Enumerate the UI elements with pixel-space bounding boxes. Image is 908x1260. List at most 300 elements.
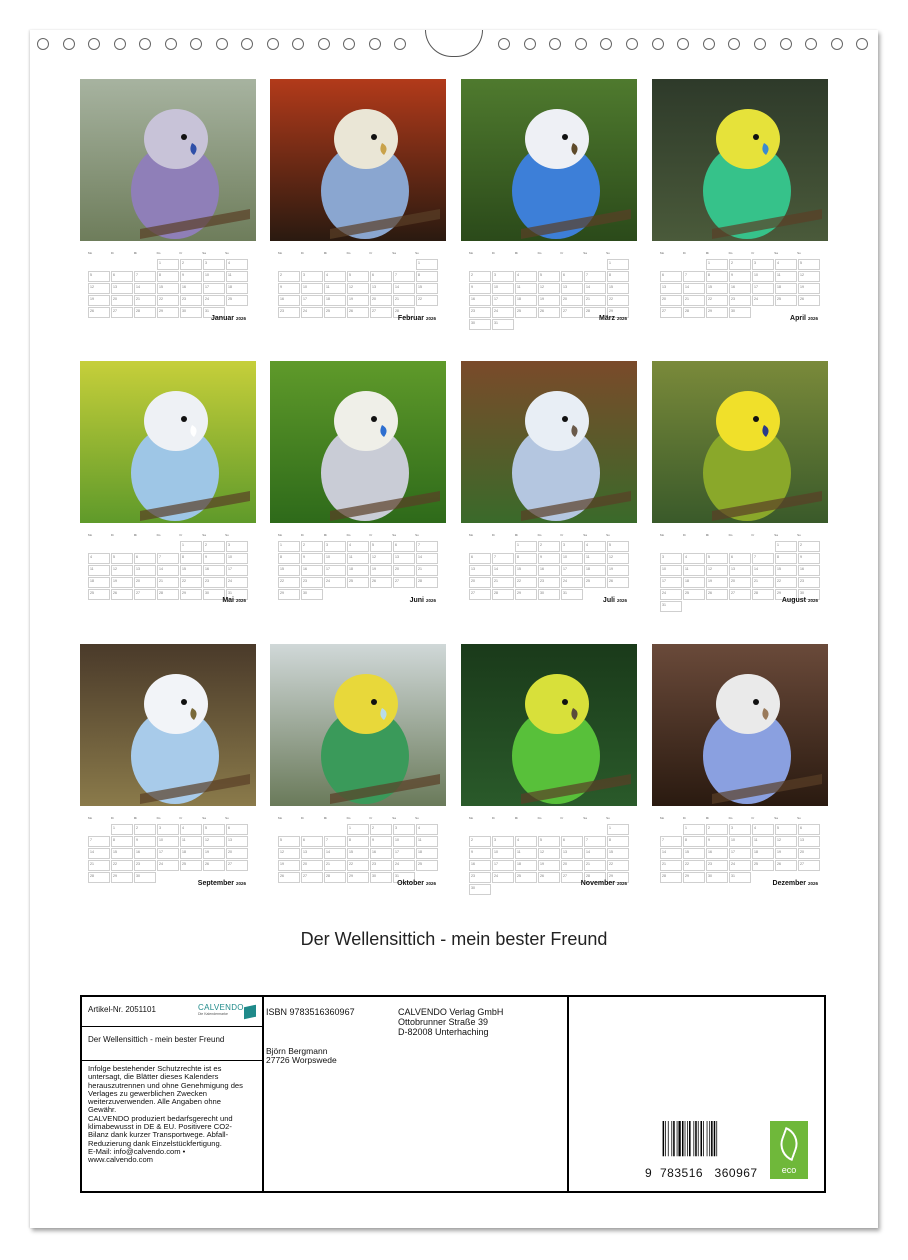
day-cell: 5	[706, 553, 728, 564]
day-cell: 24	[157, 860, 179, 871]
month-photo	[80, 79, 256, 241]
day-cell: 24	[729, 860, 751, 871]
day-cell: 21	[88, 860, 110, 871]
day-cell: 13	[111, 283, 133, 294]
month-photo	[461, 644, 637, 806]
day-cell: 9	[469, 848, 491, 859]
month-year: 2026	[425, 316, 436, 321]
weekday-label: Di	[682, 251, 686, 255]
day-cell: 31	[492, 319, 514, 330]
binding-hole	[831, 38, 843, 50]
day-cell: 19	[88, 295, 110, 306]
day-cell: 31	[561, 589, 583, 600]
weekday-label: Di	[491, 816, 495, 820]
binding-hole	[165, 38, 177, 50]
binding-hole	[318, 38, 330, 50]
day-cell: 5	[538, 271, 560, 282]
weekday-label: Do	[728, 251, 733, 255]
day-cell: 17	[203, 283, 225, 294]
weekday-label: Do	[537, 533, 542, 537]
day-cell: 21	[584, 860, 606, 871]
day-cell: 27	[729, 589, 751, 600]
day-cell: 27	[798, 860, 820, 871]
day-cell: 17	[301, 295, 323, 306]
day-cell: 16	[706, 848, 728, 859]
day-cell: 23	[729, 295, 751, 306]
day-cell: 21	[683, 295, 705, 306]
weekday-label: Fr	[751, 816, 755, 820]
day-cell: 24	[301, 307, 323, 318]
day-cell: 28	[157, 589, 179, 600]
weekday-label: Sa	[583, 816, 587, 820]
empty-day-cell	[324, 824, 346, 835]
article-number: Artikel-Nr. 2051101	[88, 1005, 156, 1014]
day-cell: 27	[111, 307, 133, 318]
day-cell: 13	[798, 836, 820, 847]
month-day-grid	[88, 816, 248, 883]
month-name: Juni	[409, 597, 424, 604]
month-year: 2026	[425, 881, 436, 886]
month-year: 2026	[807, 881, 818, 886]
day-cell: 2	[301, 541, 323, 552]
day-cell: 9	[278, 283, 300, 294]
empty-day-cell	[324, 259, 346, 270]
month-photo	[80, 361, 256, 523]
day-cell: 8	[515, 553, 537, 564]
day-cell: 26	[607, 577, 629, 588]
weekday-label: Mi	[323, 816, 327, 820]
day-cell: 16	[370, 848, 392, 859]
day-cell: 25	[752, 860, 774, 871]
day-cell: 12	[538, 283, 560, 294]
empty-day-cell	[278, 259, 300, 270]
day-cell: 7	[416, 541, 438, 552]
day-cell: 1	[278, 541, 300, 552]
day-cell: 27	[226, 860, 248, 871]
day-cell: 9	[203, 553, 225, 564]
day-cell: 9	[134, 836, 156, 847]
day-cell: 30	[469, 319, 491, 330]
day-cell: 14	[416, 553, 438, 564]
day-cell: 27	[301, 872, 323, 883]
weekday-label: Do	[728, 533, 733, 537]
barcode-number	[645, 1166, 758, 1180]
legal-line: Verlages zu gewerblichen Zwecken	[88, 1088, 208, 1098]
day-cell: 25	[88, 589, 110, 600]
day-cell: 22	[683, 860, 705, 871]
day-cell: 8	[180, 553, 202, 564]
legal-line: CALVENDO produziert bedarfsgerecht und	[88, 1113, 233, 1123]
day-cell: 7	[752, 553, 774, 564]
weekday-label: Mi	[323, 533, 327, 537]
legal-line: untersagt, die Blätter dieses Kalenders	[88, 1072, 219, 1082]
day-cell: 20	[798, 848, 820, 859]
day-cell: 4	[683, 553, 705, 564]
weekday-header	[469, 251, 629, 259]
day-cells	[88, 259, 248, 318]
binding-hole	[37, 38, 49, 50]
month-name: August	[781, 597, 806, 604]
weekday-label: Sa	[202, 816, 206, 820]
day-cell: 2	[370, 824, 392, 835]
month-year: 2026	[235, 881, 246, 886]
month-day-grid	[278, 251, 438, 318]
day-cell: 9	[301, 553, 323, 564]
empty-day-cell	[370, 259, 392, 270]
day-cell: 25	[775, 295, 797, 306]
day-cell: 22	[278, 577, 300, 588]
day-cell: 13	[561, 848, 583, 859]
month-label	[581, 880, 627, 887]
month-label	[211, 315, 246, 322]
day-cell: 28	[492, 589, 514, 600]
day-cell: 7	[660, 836, 682, 847]
barcode-digits: 783516 360967	[660, 1166, 758, 1180]
month-label	[782, 597, 818, 604]
day-cell: 19	[278, 860, 300, 871]
day-cell: 20	[469, 577, 491, 588]
month-photo	[652, 361, 828, 523]
day-cell: 1	[775, 541, 797, 552]
day-cell: 29	[607, 307, 629, 318]
day-cell: 13	[301, 848, 323, 859]
weekday-label: Fr	[369, 533, 373, 537]
day-cell: 10	[561, 553, 583, 564]
month-name: Oktober	[397, 880, 424, 887]
day-cell: 3	[492, 271, 514, 282]
day-cell: 8	[607, 271, 629, 282]
day-cell: 5	[111, 553, 133, 564]
day-cell: 6	[798, 824, 820, 835]
day-cells	[278, 824, 438, 883]
month-photo	[270, 361, 446, 523]
binding-hole	[626, 38, 638, 50]
logo-tagline: Die Kalendermarke	[198, 1012, 228, 1016]
month-year: 2026	[235, 316, 246, 321]
day-cell: 10	[157, 836, 179, 847]
day-cell: 28	[752, 589, 774, 600]
day-cell: 12	[370, 553, 392, 564]
day-cell: 28	[88, 872, 110, 883]
weekday-label: Fr	[179, 816, 183, 820]
day-cell: 18	[515, 860, 537, 871]
empty-day-cell	[469, 259, 491, 270]
day-cell: 10	[301, 283, 323, 294]
weekday-label: Sa	[202, 533, 206, 537]
day-cell: 18	[180, 848, 202, 859]
weekday-label: Fr	[560, 533, 564, 537]
day-cell: 8	[775, 553, 797, 564]
day-cell: 16	[469, 295, 491, 306]
empty-day-cell	[752, 541, 774, 552]
day-cell: 7	[88, 836, 110, 847]
day-cell: 20	[226, 848, 248, 859]
day-cell: 9	[706, 836, 728, 847]
day-cell: 20	[561, 860, 583, 871]
day-cell: 13	[729, 565, 751, 576]
day-cell: 26	[538, 872, 560, 883]
month-name: Februar	[397, 315, 424, 322]
weekday-label: Fr	[751, 533, 755, 537]
month-name: April	[790, 315, 806, 322]
day-cell: 23	[180, 295, 202, 306]
weekday-label: Sa	[392, 251, 396, 255]
empty-day-cell	[660, 541, 682, 552]
day-cell: 9	[798, 553, 820, 564]
day-cell: 4	[775, 259, 797, 270]
binding-hole	[394, 38, 406, 50]
day-cell: 5	[798, 259, 820, 270]
day-cell: 24	[752, 295, 774, 306]
day-cell: 13	[561, 283, 583, 294]
weekday-label: Mo	[278, 816, 283, 820]
day-cell: 24	[393, 860, 415, 871]
day-cell: 26	[538, 307, 560, 318]
day-cells	[278, 259, 438, 318]
month-year: 2026	[807, 316, 818, 321]
binding-hole	[114, 38, 126, 50]
day-cell: 6	[469, 553, 491, 564]
weekday-label: Do	[346, 816, 351, 820]
day-cell: 17	[492, 295, 514, 306]
day-cell: 21	[660, 860, 682, 871]
day-cell: 30	[538, 589, 560, 600]
day-cell: 25	[515, 872, 537, 883]
weekday-label: Sa	[392, 533, 396, 537]
day-cell: 7	[393, 271, 415, 282]
day-cell: 22	[515, 577, 537, 588]
weekday-label: Mi	[705, 533, 709, 537]
weekday-label: Mi	[514, 533, 518, 537]
legal-line: Infolge bestehender Schutzrechte ist es	[88, 1064, 222, 1073]
month-day-grid	[660, 251, 820, 318]
day-cell: 17	[324, 565, 346, 576]
day-cell: 26	[203, 860, 225, 871]
day-cell: 7	[492, 553, 514, 564]
day-cell: 8	[416, 271, 438, 282]
day-cell: 1	[607, 824, 629, 835]
month-day-grid	[278, 533, 438, 600]
day-cell: 26	[370, 577, 392, 588]
day-cell: 25	[180, 860, 202, 871]
weekday-label: Fr	[369, 816, 373, 820]
day-cell: 9	[729, 271, 751, 282]
empty-day-cell	[134, 541, 156, 552]
empty-day-cell	[660, 824, 682, 835]
weekday-label: Fr	[179, 251, 183, 255]
day-cell: 6	[561, 271, 583, 282]
weekday-label: Do	[537, 251, 542, 255]
day-cell: 5	[775, 824, 797, 835]
day-cell: 2	[203, 541, 225, 552]
day-cell: 12	[607, 553, 629, 564]
day-cell: 15	[111, 848, 133, 859]
day-cell: 23	[278, 307, 300, 318]
day-cell: 6	[134, 553, 156, 564]
weekday-label: So	[606, 816, 610, 820]
day-cell: 6	[370, 271, 392, 282]
day-cell: 15	[416, 283, 438, 294]
barcode-icon	[652, 1121, 746, 1167]
day-cell: 20	[660, 295, 682, 306]
empty-day-cell	[683, 259, 705, 270]
month-year: 2026	[616, 316, 627, 321]
day-cell: 11	[515, 283, 537, 294]
day-cell: 22	[706, 295, 728, 306]
day-cell: 17	[393, 848, 415, 859]
day-cell: 28	[416, 577, 438, 588]
day-cell: 10	[752, 271, 774, 282]
day-cell: 19	[775, 848, 797, 859]
day-cell: 23	[469, 307, 491, 318]
weekday-label: Do	[156, 251, 161, 255]
day-cell: 30	[301, 589, 323, 600]
weekday-label: Mi	[133, 816, 137, 820]
weekday-label: Do	[346, 533, 351, 537]
day-cell: 11	[226, 271, 248, 282]
day-cell: 15	[683, 848, 705, 859]
day-cell: 18	[226, 283, 248, 294]
day-cell: 4	[416, 824, 438, 835]
day-cell: 29	[180, 589, 202, 600]
day-cell: 6	[393, 541, 415, 552]
weekday-label: Mi	[705, 816, 709, 820]
day-cell: 6	[561, 836, 583, 847]
day-cell: 18	[347, 565, 369, 576]
month-label	[398, 315, 436, 322]
day-cell: 2	[278, 271, 300, 282]
day-cell: 19	[347, 295, 369, 306]
day-cell: 5	[203, 824, 225, 835]
month-photo	[652, 644, 828, 806]
day-cell: 19	[607, 565, 629, 576]
day-cell: 1	[157, 259, 179, 270]
day-cell: 29	[775, 589, 797, 600]
weekday-label: Do	[156, 816, 161, 820]
day-cell: 6	[226, 824, 248, 835]
day-cell: 10	[660, 565, 682, 576]
day-cell: 20	[393, 565, 415, 576]
empty-day-cell	[111, 541, 133, 552]
weekday-label: Do	[537, 816, 542, 820]
day-cell: 25	[226, 295, 248, 306]
day-cell: 31	[226, 589, 248, 600]
day-cell: 12	[278, 848, 300, 859]
day-cell: 15	[607, 283, 629, 294]
calendar-title: Der Wellensittich - mein bester Freund	[300, 929, 608, 949]
day-cell: 5	[538, 836, 560, 847]
month-year: 2026	[425, 598, 436, 603]
weekday-label: Sa	[774, 251, 778, 255]
day-cell: 28	[660, 872, 682, 883]
day-cell: 1	[683, 824, 705, 835]
weekday-label: Mi	[514, 251, 518, 255]
binding-hole	[524, 38, 536, 50]
day-cell: 27	[469, 589, 491, 600]
day-cell: 31	[729, 872, 751, 883]
day-cell: 2	[134, 824, 156, 835]
month-day-grid	[88, 533, 248, 600]
day-cell: 14	[134, 283, 156, 294]
weekday-label: Sa	[774, 533, 778, 537]
day-cell: 28	[584, 307, 606, 318]
weekday-label: So	[415, 533, 419, 537]
weekday-label: Di	[300, 251, 304, 255]
day-cell: 13	[393, 553, 415, 564]
day-cell: 18	[683, 577, 705, 588]
legal-line: E-Mail: info@calvendo.com •	[88, 1146, 186, 1156]
day-cell: 19	[370, 565, 392, 576]
empty-day-cell	[88, 824, 110, 835]
legal-line: Gewähr.	[88, 1105, 117, 1115]
day-cell: 2	[538, 541, 560, 552]
month-label	[603, 597, 627, 604]
weekday-label: So	[797, 816, 801, 820]
day-cell: 26	[706, 589, 728, 600]
day-cell: 25	[515, 307, 537, 318]
day-cell: 25	[347, 577, 369, 588]
day-cell: 15	[775, 565, 797, 576]
day-cell: 21	[752, 577, 774, 588]
day-cell: 4	[226, 259, 248, 270]
day-cell: 4	[515, 271, 537, 282]
weekday-label: Fr	[560, 816, 564, 820]
day-cell: 27	[561, 872, 583, 883]
month-label	[222, 597, 246, 604]
day-cell: 10	[226, 553, 248, 564]
day-cell: 12	[775, 836, 797, 847]
day-cell: 1	[111, 824, 133, 835]
day-cell: 12	[347, 283, 369, 294]
day-cell: 8	[683, 836, 705, 847]
weekday-label: Di	[682, 816, 686, 820]
day-cell: 30	[729, 307, 751, 318]
day-cell: 29	[347, 872, 369, 883]
day-cell: 11	[347, 553, 369, 564]
day-cell: 9	[538, 553, 560, 564]
day-cell: 15	[278, 565, 300, 576]
day-cell: 4	[324, 271, 346, 282]
day-cell: 4	[180, 824, 202, 835]
empty-day-cell	[111, 259, 133, 270]
day-cell: 17	[492, 860, 514, 871]
day-cell: 24	[492, 307, 514, 318]
empty-day-cell	[393, 259, 415, 270]
day-cell: 3	[203, 259, 225, 270]
barcode-first-digit: 9	[645, 1166, 653, 1180]
day-cells	[469, 541, 629, 600]
day-cell: 14	[584, 283, 606, 294]
day-cell: 11	[752, 836, 774, 847]
day-cell: 2	[798, 541, 820, 552]
binding-hole	[88, 38, 100, 50]
weekday-label: Sa	[202, 251, 206, 255]
day-cell: 14	[660, 848, 682, 859]
weekday-label: Mo	[660, 251, 665, 255]
empty-day-cell	[157, 541, 179, 552]
legal-line: herauszutrennen und ohne Genehmigung des	[88, 1080, 243, 1090]
day-cell: 14	[492, 565, 514, 576]
day-cell: 3	[324, 541, 346, 552]
day-cell: 31	[660, 601, 682, 612]
day-cell: 14	[752, 565, 774, 576]
day-cell: 13	[469, 565, 491, 576]
day-cell: 16	[180, 283, 202, 294]
legal-line: Bilanz dank kurzer Transportwege. Abfall-	[88, 1130, 229, 1140]
day-cell: 17	[660, 577, 682, 588]
day-cell: 16	[798, 565, 820, 576]
empty-day-cell	[492, 259, 514, 270]
